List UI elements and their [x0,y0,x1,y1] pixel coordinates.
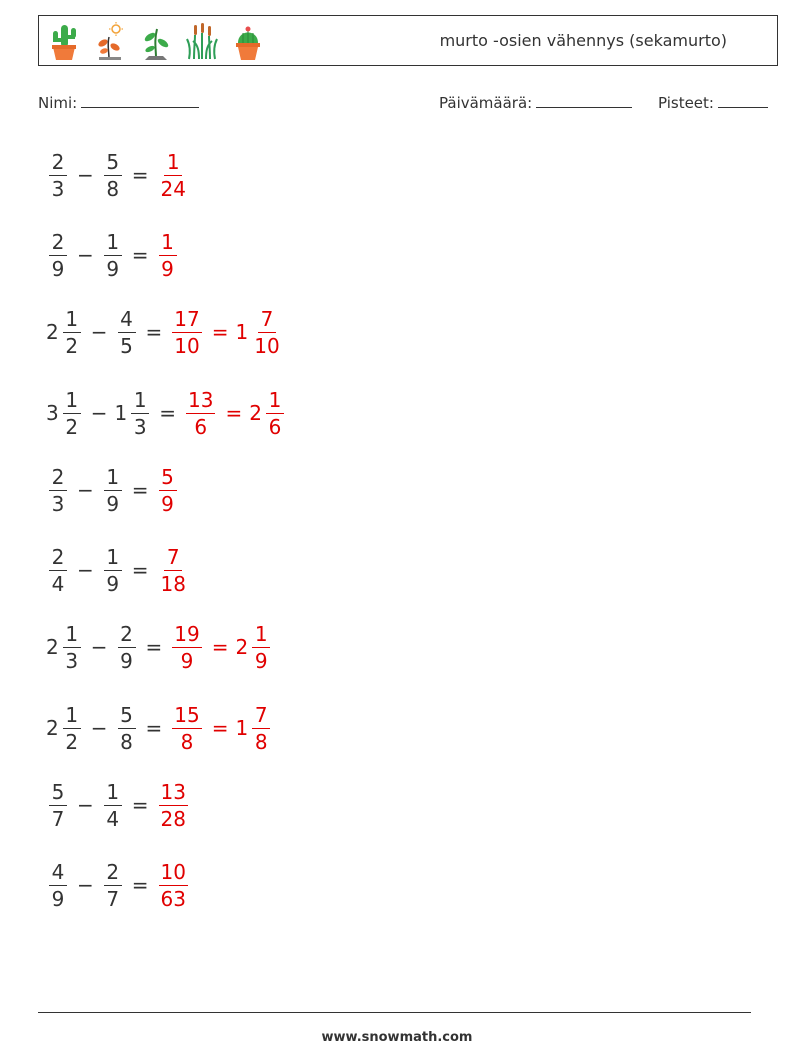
numerator: 1 [266,390,284,414]
fraction [118,306,136,358]
answer-fraction [183,387,218,439]
problem-row [46,700,273,756]
denominator: 10 [174,333,200,358]
numerator: 17 [174,306,200,331]
denominator: 63 [160,886,186,911]
equals-sign: = [211,716,229,740]
numerator: 15 [174,702,200,727]
fraction [49,779,67,831]
numerator: 1 [63,309,81,333]
minuend [46,702,84,754]
numerator: 1 [63,624,81,648]
fraction [159,149,188,201]
numerator: 5 [159,467,177,491]
footer-url: www.snowmath.com [321,1030,473,1045]
whole-number: 3 [46,401,59,425]
whole-number: 1 [235,320,249,344]
minus-sign: − [77,478,94,502]
subtrahend [101,149,125,201]
fraction [49,544,67,596]
equals-sign: = [131,558,149,582]
denominator: 8 [120,729,133,754]
numerator: 1 [159,232,177,256]
fraction [104,464,122,516]
date-field [439,93,632,112]
fraction [252,702,270,754]
denominator: 8 [180,729,194,754]
minuend [46,544,70,596]
equals-sign: = [145,716,163,740]
name-blank[interactable] [81,93,199,108]
equals-sign: = [159,401,176,425]
name-label: Nimi: [38,94,78,112]
denominator: 8 [106,176,120,201]
subtrahend [101,779,125,831]
footer-divider [38,1012,751,1013]
denominator: 7 [51,806,65,831]
denominator: 3 [51,176,65,201]
numerator: 2 [49,152,67,176]
equals-sign: = [211,320,229,344]
numerator: 1 [164,152,182,176]
answer-fraction [169,306,204,358]
fraction [159,464,177,516]
fraction [104,229,122,281]
equals-sign: = [131,478,149,502]
fraction [159,779,188,831]
fraction [104,149,122,201]
worksheet-title: murto -osien vähennys (sekamurto) [439,31,727,50]
numerator: 4 [118,309,136,333]
denominator: 9 [254,648,268,673]
denominator: 4 [51,571,65,596]
plant-icons [47,21,265,61]
denominator: 6 [194,414,208,439]
problem-row [46,619,273,675]
answer-fraction [156,149,191,201]
answer-fraction [156,859,191,911]
minuend [46,149,70,201]
numerator: 5 [49,782,67,806]
numerator: 1 [131,390,149,414]
answer-fraction [169,702,204,754]
minus-sign: − [90,635,108,659]
numerator: 2 [118,624,136,648]
equals-sign: = [145,320,163,344]
numerator: 2 [49,547,67,571]
minuend [46,621,84,673]
subtrahend [101,464,125,516]
subtrahend [115,621,139,673]
equals-sign: = [131,793,149,817]
subtrahend [101,859,125,911]
denominator: 2 [65,414,79,439]
denominator: 10 [254,333,280,358]
numerator: 2 [49,467,67,491]
score-label: Pisteet: [658,94,714,112]
answer-mixed-number [235,702,273,754]
problem-row [46,462,180,518]
minuend [46,387,84,439]
denominator: 3 [133,414,147,439]
fraction [252,306,281,358]
answer-mixed-number [235,621,273,673]
minus-sign: − [77,163,94,187]
numerator: 19 [174,621,200,646]
minuend [46,779,70,831]
minus-sign: − [90,716,108,740]
subtrahend [115,306,139,358]
answer-fraction [156,464,180,516]
minuend [46,306,84,358]
equals-sign: = [131,243,149,267]
answer-fraction [156,229,180,281]
score-field [658,93,768,112]
minus-sign: − [90,401,108,425]
numerator: 2 [104,862,122,886]
fraction [118,621,136,673]
whole-number: 2 [235,635,249,659]
denominator: 24 [160,176,186,201]
equals-sign: = [131,163,149,187]
minus-sign: − [90,320,108,344]
fraction [104,779,122,831]
fraction [49,229,67,281]
problem-row [46,147,191,203]
fraction [172,702,201,754]
whole-number: 2 [249,401,262,425]
subtrahend [101,544,125,596]
equals-sign: = [211,635,229,659]
score-blank[interactable] [718,93,768,108]
name-field [38,93,199,112]
denominator: 9 [106,491,120,516]
minuend [46,229,70,281]
numerator: 10 [160,859,186,884]
denominator: 9 [106,571,120,596]
numerator: 13 [188,387,214,412]
fraction [131,387,149,439]
fraction [104,859,122,911]
problem-row [46,385,287,441]
minus-sign: − [77,873,94,897]
fraction [159,229,177,281]
fraction [252,621,270,673]
numerator: 2 [49,232,67,256]
answer-fraction [169,621,204,673]
numerator: 1 [252,624,270,648]
minuend [46,464,70,516]
whole-number: 2 [46,320,59,344]
fraction [159,544,188,596]
flower-icon [93,21,127,61]
answer-mixed-number [235,306,284,358]
grass-icon [185,21,219,61]
subtrahend [114,387,153,439]
numerator: 7 [258,309,276,333]
problem-row [46,542,191,598]
denominator: 28 [160,806,186,831]
answer-fraction [156,779,191,831]
numerator: 1 [104,232,122,256]
minus-sign: − [77,558,94,582]
fraction [63,306,81,358]
subtrahend [101,229,125,281]
sprout-icon [139,21,173,61]
numerator: 1 [63,705,81,729]
equals-sign: = [131,873,149,897]
problem-row [46,227,180,283]
denominator: 9 [51,886,65,911]
numerator: 7 [164,547,182,571]
denominator: 3 [51,491,65,516]
numerator: 1 [63,390,81,414]
fraction [159,859,188,911]
problem-row [46,857,191,913]
fraction [104,544,122,596]
denominator: 4 [106,806,120,831]
answer-fraction [156,544,191,596]
denominator: 2 [65,333,79,358]
whole-number: 1 [114,401,128,425]
minuend [46,859,70,911]
numerator: 5 [118,705,136,729]
fraction [172,621,201,673]
minus-sign: − [77,793,94,817]
fraction [49,149,67,201]
fraction [172,306,201,358]
numerator: 1 [104,547,122,571]
denominator: 18 [160,571,186,596]
denominator: 9 [180,648,194,673]
equals-sign: = [225,401,243,425]
whole-number: 1 [235,716,249,740]
numerator: 13 [160,779,186,804]
potted-cactus-icon [231,21,265,61]
equals-sign: = [145,635,163,659]
numerator: 4 [49,862,67,886]
whole-number: 2 [46,635,59,659]
denominator: 5 [120,333,133,358]
fraction [63,702,81,754]
answer-mixed-number [249,387,287,439]
denominator: 9 [106,256,120,281]
denominator: 9 [120,648,133,673]
numerator: 1 [104,782,122,806]
fraction [63,621,81,673]
denominator: 9 [51,256,65,281]
date-blank[interactable] [536,93,632,108]
subtrahend [115,702,139,754]
fraction [118,702,136,754]
denominator: 6 [268,414,282,439]
denominator: 9 [161,491,174,516]
problem-row [46,304,285,360]
denominator: 3 [65,648,79,673]
minus-sign: − [77,243,94,267]
problem-row [46,777,191,833]
whole-number: 2 [46,716,59,740]
cactus-icon [47,21,81,61]
denominator: 7 [106,886,120,911]
numerator: 1 [104,467,122,491]
denominator: 8 [254,729,268,754]
numerator: 7 [252,705,270,729]
date-label: Päivämäärä: [439,94,533,112]
fraction [49,859,67,911]
fraction [266,387,284,439]
fraction [63,387,81,439]
denominator: 9 [161,256,174,281]
denominator: 2 [65,729,79,754]
numerator: 5 [104,152,122,176]
worksheet-header [38,15,778,66]
fraction [49,464,67,516]
fraction [186,387,215,439]
